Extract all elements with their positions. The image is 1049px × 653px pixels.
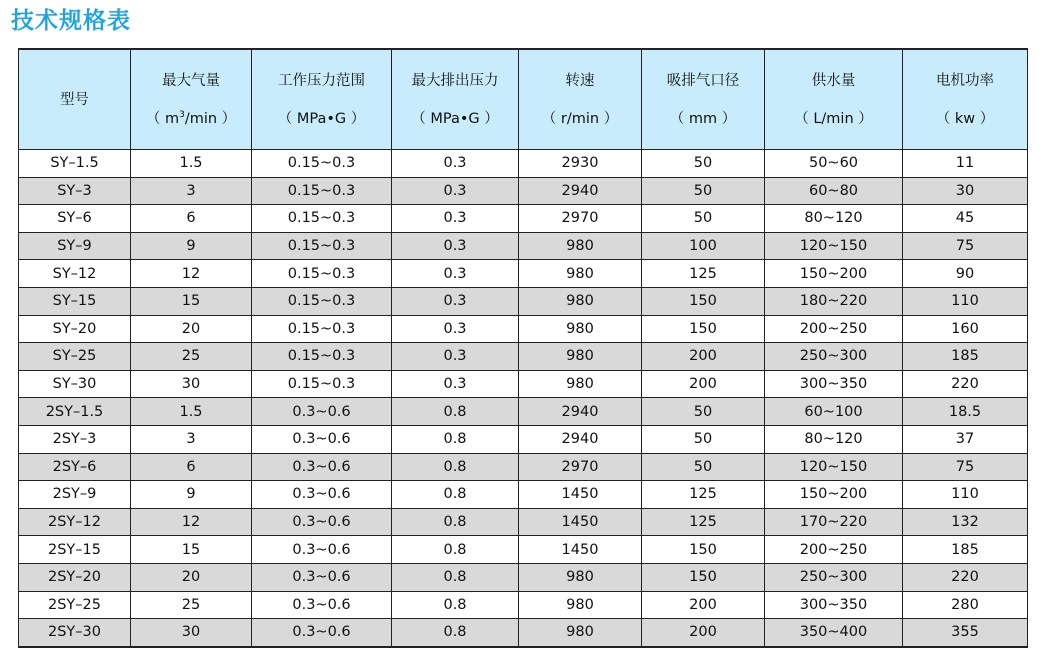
cell-working-pressure: 0.15~0.3 xyxy=(252,315,392,343)
cell-model: 2SY–25 xyxy=(19,591,131,619)
cell-speed: 2970 xyxy=(519,205,642,233)
cell-motor-power: 75 xyxy=(903,232,1028,260)
cell-model: SY–25 xyxy=(19,343,131,371)
cell-max-discharge-pressure: 0.3 xyxy=(392,205,519,233)
cell-max-air-volume: 12 xyxy=(131,260,252,288)
cell-speed: 1450 xyxy=(519,508,642,536)
cell-max-discharge-pressure: 0.3 xyxy=(392,150,519,178)
table-row xyxy=(19,591,1028,619)
cell-max-air-volume: 1.5 xyxy=(131,398,252,426)
header-working-pressure xyxy=(252,49,392,150)
cell-max-air-volume: 3 xyxy=(131,425,252,453)
table-row xyxy=(19,481,1028,509)
cell-working-pressure: 0.3~0.6 xyxy=(252,398,392,426)
header-label: 最大气量 xyxy=(162,72,220,89)
cell-port-diameter: 125 xyxy=(642,508,765,536)
cell-port-diameter: 125 xyxy=(642,260,765,288)
cell-motor-power: 75 xyxy=(903,453,1028,481)
cell-max-discharge-pressure: 0.3 xyxy=(392,260,519,288)
header-unit: （ MPa•G ） xyxy=(411,110,499,127)
cell-port-diameter: 150 xyxy=(642,563,765,591)
cell-water-supply: 120~150 xyxy=(765,232,903,260)
table-row xyxy=(19,536,1028,564)
cell-port-diameter: 200 xyxy=(642,591,765,619)
cell-port-diameter: 150 xyxy=(642,315,765,343)
cell-port-diameter: 150 xyxy=(642,287,765,315)
cell-max-discharge-pressure: 0.8 xyxy=(392,536,519,564)
header-port-diameter xyxy=(642,49,765,150)
cell-motor-power: 132 xyxy=(903,508,1028,536)
header-speed xyxy=(519,49,642,150)
cell-water-supply: 120~150 xyxy=(765,453,903,481)
header-label: 工作压力范围 xyxy=(278,72,365,89)
header-water-supply xyxy=(765,49,903,150)
cell-speed: 1450 xyxy=(519,481,642,509)
cell-max-discharge-pressure: 0.3 xyxy=(392,370,519,398)
header-label: 供水量 xyxy=(811,72,856,89)
cell-speed: 2970 xyxy=(519,453,642,481)
cell-motor-power: 160 xyxy=(903,315,1028,343)
header-label: 电机功率 xyxy=(936,72,994,89)
cell-max-air-volume: 25 xyxy=(131,591,252,619)
cell-working-pressure: 0.3~0.6 xyxy=(252,453,392,481)
cell-working-pressure: 0.3~0.6 xyxy=(252,508,392,536)
header-model xyxy=(19,49,131,150)
table-row xyxy=(19,232,1028,260)
cell-working-pressure: 0.3~0.6 xyxy=(252,563,392,591)
table-row xyxy=(19,260,1028,288)
cell-speed: 980 xyxy=(519,287,642,315)
cell-speed: 1450 xyxy=(519,536,642,564)
table-row xyxy=(19,287,1028,315)
cell-speed: 2930 xyxy=(519,150,642,178)
cell-model: SY–3 xyxy=(19,177,131,205)
cell-motor-power: 220 xyxy=(903,563,1028,591)
table-row xyxy=(19,370,1028,398)
cell-working-pressure: 0.15~0.3 xyxy=(252,232,392,260)
cell-max-air-volume: 9 xyxy=(131,232,252,260)
cell-working-pressure: 0.15~0.3 xyxy=(252,177,392,205)
cell-speed: 2940 xyxy=(519,425,642,453)
header-unit: （ mm ） xyxy=(669,110,737,127)
cell-working-pressure: 0.15~0.3 xyxy=(252,205,392,233)
header-row xyxy=(19,49,1028,150)
cell-port-diameter: 50 xyxy=(642,425,765,453)
table-row xyxy=(19,453,1028,481)
cell-max-air-volume: 30 xyxy=(131,370,252,398)
cell-max-discharge-pressure: 0.3 xyxy=(392,287,519,315)
cell-motor-power: 110 xyxy=(903,287,1028,315)
cell-working-pressure: 0.15~0.3 xyxy=(252,260,392,288)
table-row xyxy=(19,177,1028,205)
table-row xyxy=(19,205,1028,233)
table-row xyxy=(19,315,1028,343)
cell-model: SY–6 xyxy=(19,205,131,233)
header-unit: （ r/min ） xyxy=(541,110,619,127)
cell-motor-power: 45 xyxy=(903,205,1028,233)
cell-max-discharge-pressure: 0.8 xyxy=(392,398,519,426)
cell-water-supply: 150~200 xyxy=(765,260,903,288)
cell-water-supply: 350~400 xyxy=(765,619,903,647)
cell-model: SY–30 xyxy=(19,370,131,398)
cell-max-air-volume: 15 xyxy=(131,287,252,315)
table-header xyxy=(19,49,1028,150)
cell-port-diameter: 200 xyxy=(642,343,765,371)
cell-max-discharge-pressure: 0.8 xyxy=(392,619,519,647)
cell-motor-power: 355 xyxy=(903,619,1028,647)
cell-motor-power: 18.5 xyxy=(903,398,1028,426)
cell-max-air-volume: 3 xyxy=(131,177,252,205)
cell-port-diameter: 125 xyxy=(642,481,765,509)
table-row xyxy=(19,619,1028,647)
cell-speed: 980 xyxy=(519,563,642,591)
cell-water-supply: 180~220 xyxy=(765,287,903,315)
cell-max-air-volume: 20 xyxy=(131,563,252,591)
header-max-air-volume xyxy=(131,49,252,150)
cell-water-supply: 170~220 xyxy=(765,508,903,536)
cell-max-discharge-pressure: 0.8 xyxy=(392,563,519,591)
cell-max-discharge-pressure: 0.3 xyxy=(392,232,519,260)
cell-motor-power: 90 xyxy=(903,260,1028,288)
header-label: 吸排气口径 xyxy=(666,72,740,89)
cell-model: SY–9 xyxy=(19,232,131,260)
cell-port-diameter: 50 xyxy=(642,453,765,481)
cell-port-diameter: 50 xyxy=(642,150,765,178)
cell-model: 2SY–6 xyxy=(19,453,131,481)
cell-speed: 980 xyxy=(519,370,642,398)
cell-max-discharge-pressure: 0.8 xyxy=(392,453,519,481)
table-row xyxy=(19,343,1028,371)
cell-working-pressure: 0.3~0.6 xyxy=(252,425,392,453)
cell-model: 2SY–1.5 xyxy=(19,398,131,426)
cell-motor-power: 11 xyxy=(903,150,1028,178)
cell-working-pressure: 0.3~0.6 xyxy=(252,536,392,564)
cell-water-supply: 60~80 xyxy=(765,177,903,205)
header-label: 最大排出压力 xyxy=(411,72,499,89)
cell-speed: 2940 xyxy=(519,177,642,205)
spec-table-container xyxy=(18,48,1027,648)
table-row xyxy=(19,398,1028,426)
spec-table xyxy=(18,48,1028,648)
cell-water-supply: 150~200 xyxy=(765,481,903,509)
cell-motor-power: 37 xyxy=(903,425,1028,453)
cell-working-pressure: 0.15~0.3 xyxy=(252,343,392,371)
cell-water-supply: 200~250 xyxy=(765,536,903,564)
cell-port-diameter: 50 xyxy=(642,398,765,426)
cell-max-air-volume: 6 xyxy=(131,205,252,233)
cell-model: SY–20 xyxy=(19,315,131,343)
cell-water-supply: 300~350 xyxy=(765,591,903,619)
cell-speed: 980 xyxy=(519,260,642,288)
header-unit: （ kw ） xyxy=(935,110,995,127)
cell-model: 2SY–20 xyxy=(19,563,131,591)
cell-motor-power: 30 xyxy=(903,177,1028,205)
page-title: 技术规格表 xyxy=(11,8,131,34)
cell-working-pressure: 0.15~0.3 xyxy=(252,150,392,178)
cell-max-discharge-pressure: 0.3 xyxy=(392,315,519,343)
cell-motor-power: 185 xyxy=(903,343,1028,371)
cell-model: 2SY–9 xyxy=(19,481,131,509)
cell-working-pressure: 0.15~0.3 xyxy=(252,287,392,315)
cell-max-air-volume: 15 xyxy=(131,536,252,564)
cell-max-air-volume: 6 xyxy=(131,453,252,481)
cell-port-diameter: 100 xyxy=(642,232,765,260)
cell-motor-power: 220 xyxy=(903,370,1028,398)
table-row xyxy=(19,563,1028,591)
cell-speed: 2940 xyxy=(519,398,642,426)
cell-working-pressure: 0.3~0.6 xyxy=(252,591,392,619)
header-unit: （ L/min ） xyxy=(794,110,873,127)
header-label: 型号 xyxy=(60,91,89,108)
cell-model: SY–12 xyxy=(19,260,131,288)
cell-max-discharge-pressure: 0.8 xyxy=(392,481,519,509)
cell-motor-power: 280 xyxy=(903,591,1028,619)
cell-speed: 980 xyxy=(519,619,642,647)
cell-speed: 980 xyxy=(519,591,642,619)
cell-model: 2SY–12 xyxy=(19,508,131,536)
cell-water-supply: 300~350 xyxy=(765,370,903,398)
cell-port-diameter: 150 xyxy=(642,536,765,564)
cell-model: 2SY–15 xyxy=(19,536,131,564)
header-max-discharge-pressure xyxy=(392,49,519,150)
cell-working-pressure: 0.15~0.3 xyxy=(252,370,392,398)
header-motor-power xyxy=(903,49,1028,150)
header-label: 转速 xyxy=(565,72,595,89)
cell-port-diameter: 50 xyxy=(642,177,765,205)
table-row xyxy=(19,508,1028,536)
cell-max-air-volume: 30 xyxy=(131,619,252,647)
cell-speed: 980 xyxy=(519,315,642,343)
header-unit: （ MPa•G ） xyxy=(277,110,366,127)
cell-max-air-volume: 25 xyxy=(131,343,252,371)
cell-water-supply: 200~250 xyxy=(765,315,903,343)
table-row xyxy=(19,425,1028,453)
cell-model: 2SY–3 xyxy=(19,425,131,453)
cell-working-pressure: 0.3~0.6 xyxy=(252,619,392,647)
cell-model: SY–1.5 xyxy=(19,150,131,178)
cell-max-discharge-pressure: 0.8 xyxy=(392,591,519,619)
cell-speed: 980 xyxy=(519,232,642,260)
cell-port-diameter: 200 xyxy=(642,370,765,398)
cell-max-air-volume: 1.5 xyxy=(131,150,252,178)
cell-max-discharge-pressure: 0.3 xyxy=(392,343,519,371)
cell-water-supply: 50~60 xyxy=(765,150,903,178)
table-body xyxy=(19,150,1028,647)
cell-max-discharge-pressure: 0.3 xyxy=(392,177,519,205)
cell-model: 2SY–30 xyxy=(19,619,131,647)
header-unit: （ $m^3/\min$ ） xyxy=(145,109,237,127)
cell-water-supply: 80~120 xyxy=(765,425,903,453)
cell-water-supply: 250~300 xyxy=(765,343,903,371)
cell-port-diameter: 200 xyxy=(642,619,765,647)
cell-port-diameter: 50 xyxy=(642,205,765,233)
cell-water-supply: 80~120 xyxy=(765,205,903,233)
cell-max-discharge-pressure: 0.8 xyxy=(392,425,519,453)
cell-water-supply: 60~100 xyxy=(765,398,903,426)
cell-working-pressure: 0.3~0.6 xyxy=(252,481,392,509)
cell-max-discharge-pressure: 0.8 xyxy=(392,508,519,536)
cell-motor-power: 185 xyxy=(903,536,1028,564)
table-row xyxy=(19,150,1028,178)
cell-model: SY–15 xyxy=(19,287,131,315)
cell-water-supply: 250~300 xyxy=(765,563,903,591)
cell-max-air-volume: 20 xyxy=(131,315,252,343)
cell-speed: 980 xyxy=(519,343,642,371)
cell-max-air-volume: 9 xyxy=(131,481,252,509)
cell-motor-power: 110 xyxy=(903,481,1028,509)
cell-max-air-volume: 12 xyxy=(131,508,252,536)
